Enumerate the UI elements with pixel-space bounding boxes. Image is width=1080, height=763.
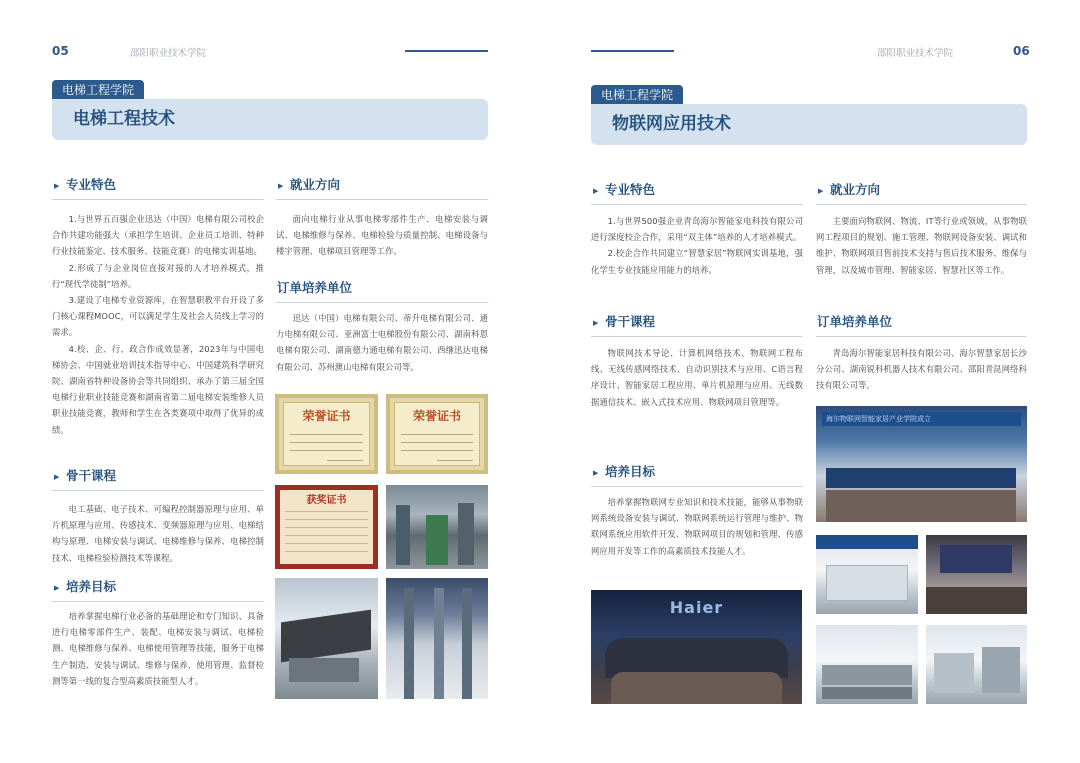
employ-text bbox=[276, 211, 488, 260]
training-base-photo bbox=[386, 485, 488, 569]
section-title: 就业方向 bbox=[290, 177, 341, 192]
honor-certificate-photo bbox=[386, 394, 488, 474]
meeting-banner-text: 海尔物联网智能家居产业学院成立 bbox=[822, 412, 1021, 426]
section-units-head bbox=[816, 313, 1027, 337]
award-certificate-photo bbox=[275, 485, 378, 569]
certificate-title: 获奖证书 bbox=[306, 495, 347, 506]
triangle-bullet-icon: ▶ bbox=[278, 182, 284, 190]
section-title: 就业方向 bbox=[830, 182, 881, 197]
section-employ-head bbox=[276, 176, 488, 200]
units-text bbox=[276, 310, 488, 375]
units-paragraph: 迅达（中国）电梯有限公司、蒂升电梯有限公司、通力电梯有限公司、亚洲富士电梯股份有限公司、湖南科恩电梯有限公司、湖南德力通电梯有限公司、西继迅达电梯有限公司、苏州澳山电梯有限公司等。 bbox=[276, 313, 488, 372]
employ-text bbox=[816, 213, 1027, 278]
triangle-bullet-icon: ▶ bbox=[593, 469, 599, 477]
triangle-bullet-icon: ▶ bbox=[593, 319, 599, 327]
section-title: 培养目标 bbox=[605, 464, 656, 479]
section-title: 订单培养单位 bbox=[817, 314, 893, 329]
header-rule bbox=[405, 50, 488, 52]
page-number: 05 bbox=[52, 44, 69, 58]
page-number: 06 bbox=[1013, 44, 1030, 58]
triangle-bullet-icon: ▶ bbox=[54, 182, 60, 190]
units-text bbox=[816, 345, 1027, 394]
section-goal-head bbox=[52, 578, 264, 602]
employ-paragraph: 面向电梯行业从事电梯零部件生产、电梯安装与调试、电梯维修与保养、电梯检验与质量控制、电梯设备与楼宇管理、电梯项目管理等工作。 bbox=[276, 214, 488, 257]
goal-paragraph: 培养掌握物联网专业知识和技术技能，能够从事物联网系统设备安装与调试、物联网系统运行管理与维护、物联网系统应用软件开发、物联网项目的规划和管理、传感网应用开发等工作的高素质技术技能人才。 bbox=[591, 497, 803, 556]
major-title-banner: 电梯工程技术 bbox=[52, 99, 488, 140]
iot-college-meeting-photo bbox=[816, 406, 1027, 522]
certificate-title: 荣誉证书 bbox=[302, 409, 351, 423]
feature-paragraph: 3.建设了电梯专业资源库，在智慧职教平台开设了多门核心课程MOOC，可以满足学生及社会人员线上学习的需求。 bbox=[52, 295, 264, 338]
elevator-shaft-photo bbox=[386, 578, 488, 699]
section-title: 培养目标 bbox=[66, 579, 117, 594]
section-title: 专业特色 bbox=[66, 177, 117, 192]
iot-lab-photo bbox=[816, 625, 918, 704]
goal-text bbox=[591, 494, 803, 559]
section-goal-head bbox=[591, 463, 803, 487]
haier-group-photo bbox=[591, 590, 802, 704]
feature-paragraph: 2.校企合作共同建立“智慧家居”物联网实训基地，强化学生专业技能应用能力的培养。 bbox=[591, 248, 803, 275]
triangle-bullet-icon: ▶ bbox=[54, 584, 60, 592]
feature-paragraph: 1.与世界500强企业青岛海尔智能家电科技有限公司进行深度校企合作，采用“双主体”培养的人才培养模式。 bbox=[591, 216, 803, 243]
seminar-photo bbox=[926, 535, 1027, 614]
certificate-title: 荣誉证书 bbox=[412, 409, 461, 423]
section-courses-head bbox=[52, 467, 264, 491]
triangle-bullet-icon: ▶ bbox=[54, 473, 60, 481]
college-tab: 电梯工程学院 bbox=[591, 85, 683, 105]
section-units-head bbox=[276, 279, 488, 303]
goal-paragraph: 培养掌握电梯行业必备的基础理论和专门知识、具备进行电梯零部件生产、装配、电梯安装与调试、电梯检测、电梯维修与保养、电梯使用管理等技能，服务于电梯生产制造、安装与调试、维修与保养、使用管理、监督检测等第一线的复合型高素质技能型人才。 bbox=[52, 611, 264, 686]
school-name: 邵阳职业技术学院 bbox=[877, 48, 954, 59]
section-title: 订单培养单位 bbox=[277, 280, 353, 295]
right-page bbox=[540, 0, 1080, 763]
section-title: 专业特色 bbox=[605, 182, 656, 197]
smart-home-lab-photo bbox=[926, 625, 1027, 704]
honor-certificate-photo bbox=[275, 394, 378, 474]
courses-text bbox=[52, 501, 264, 566]
section-features-head bbox=[52, 176, 264, 200]
section-courses-head bbox=[591, 313, 803, 337]
units-paragraph: 青岛海尔智能家居科技有限公司、海尔智慧家居长沙分公司、湖南锐科机器人技术有限公司、邵阳青昆网络科技有限公司等。 bbox=[816, 348, 1027, 391]
elevator-lab-photo bbox=[275, 578, 378, 699]
features-text bbox=[591, 213, 803, 278]
courses-paragraph: 物联网技术导论、计算机网络技术、物联网工程布线、无线传感网络技术、自动识别技术与应用、C语言程序设计、智能家居工程应用、单片机原理与应用、无线数据通信技术、嵌入式技术应用、物联网项目管理等。 bbox=[591, 348, 803, 407]
feature-paragraph: 4.校、企、行、政合作成效显著，2023年与中国电梯协会、中国就业培训技术指导中心、中国建筑科学研究院、湖南省特种设备协会等共同组织、承办了第三届全国电梯行业职业技能竞赛和湖南省第二届电梯安装维修人员职业技能竞赛，教师和学生在各类赛项中取得了优异的成绩。 bbox=[52, 343, 264, 435]
section-employ-head bbox=[816, 181, 1027, 205]
school-name: 邵阳职业技术学院 bbox=[130, 48, 207, 59]
major-title-banner: 物联网应用技术 bbox=[591, 104, 1027, 145]
employ-paragraph: 主要面向物联网、物流、IT等行业或领域，从事物联网工程项目的规划、施工管理、物联网设备安装、调试和维护、物联网项目售前技术支持与售后技术服务、维保与管理，以及城市管理、智能家居、智慧社区等工作。 bbox=[816, 216, 1027, 275]
section-features-head bbox=[591, 181, 803, 205]
courses-text bbox=[591, 345, 803, 410]
feature-paragraph: 2.形成了与企业岗位直接对接的人才培养模式，推行“现代学徒制”培养。 bbox=[52, 262, 264, 289]
feature-paragraph: 1.与世界五百强企业迅达（中国）电梯有限公司校企合作共建功能强大（承担学生培训、企业员工培训、特种行业技能鉴定、技术服务、技能竞赛）的电梯实训基地。 bbox=[52, 214, 264, 257]
goal-text bbox=[52, 608, 264, 689]
triangle-bullet-icon: ▶ bbox=[818, 187, 824, 195]
college-tab: 电梯工程学院 bbox=[52, 80, 144, 100]
features-text bbox=[52, 211, 264, 438]
haier-logo-text: Haier bbox=[669, 598, 724, 617]
training-room-photo bbox=[816, 535, 918, 614]
courses-paragraph: 电工基础、电子技术、可编程控制器原理与应用、单片机原理与应用、传感技术、变频器原理与应用、电梯结构与原理、电梯安装与调试、电梯维修与保养、电梯控制技术、电梯检验检测技术等课程。 bbox=[52, 504, 264, 563]
header-rule bbox=[591, 50, 674, 52]
triangle-bullet-icon: ▶ bbox=[593, 187, 599, 195]
section-title: 骨干课程 bbox=[66, 468, 117, 483]
section-title: 骨干课程 bbox=[605, 314, 656, 329]
